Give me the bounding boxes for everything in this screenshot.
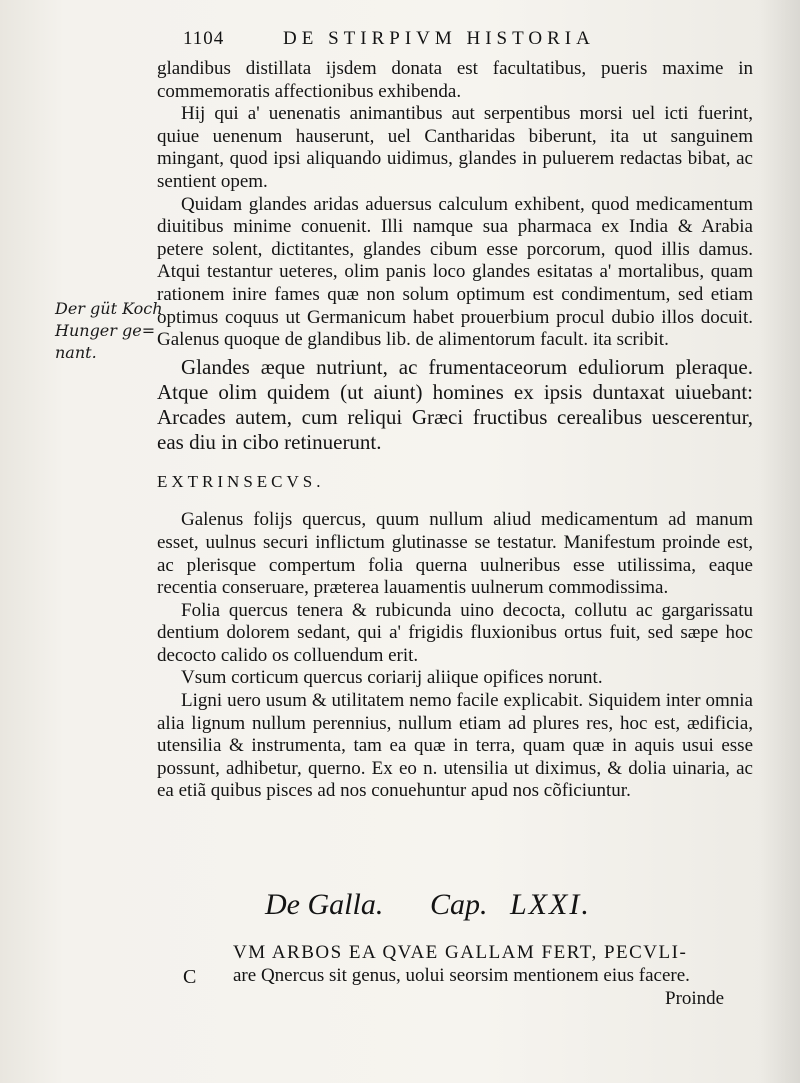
initial-letter: C <box>183 966 197 988</box>
galen-quotation: Glandes æque nutriunt, ac frumentaceorum eduliorum pleraque. Atque olim quidem (ut aiunt) homines ex ipsis duntaxat uiuebant: Arcades autem, cum reliqui Græci fructibus cerealibus uescerentur, eas diu in cibo retinuerunt. <box>157 354 753 454</box>
paragraph: Quidam glandes aridas aduersus calculum exhibent, quod medicamentum diuitibus minime conuenit. Illi namque sua pharmaca ex India & Arabia petere solent, dictitantes, glandes cibum esse porcorum, quod illis damus. Atqui testantur ueteres, olim panis loco glandes esitatas a' mortalibus, quam rationem inire fames quæ non solum optimum est condimentum, sed etiam optimus coquus ut Germanicum habet prouerbium procul dubio illos docuit. Galenus quoque de glandibus lib. de alimentorum facult. ita scribit. <box>157 193 753 351</box>
chapter-number: LXXI. <box>510 888 591 921</box>
opening-line: are Qnercus sit genus, uolui seorsim mentionem eius facere. <box>233 964 690 986</box>
paragraph: Vsum corticum quercus coriarij aliique opifices norunt. <box>181 667 603 689</box>
paragraph: Folia quercus tenera & rubicunda uino decocta, collutu ac gargarissatu dentium dolorem sedant, qui a' frigidis fluxionibus ortus fuit, sed sæpe hoc decocto calido os colluendum erit. <box>157 599 753 666</box>
chapter-opening-text <box>233 942 753 987</box>
paragraph: Hij qui a' uenenatis animantibus aut serpentibus morsi uel icti fuerint, quiue uenenum hauserunt, uel Cantharidas biberunt, ita ut sanguinem mingant, quod ipsi aliquando uidimus, glandes in puluerem redactas bibat, ac sentient opem. <box>157 103 753 192</box>
gutter-shadow <box>760 0 800 1083</box>
page-header <box>183 28 743 54</box>
section-heading: EXTRINSECVS. <box>157 471 325 491</box>
paragraph: Galenus folijs quercus, quum nullum aliud medicamentum ad manum esset, uulnus securi inflictum glutinasse se testatur. Manifestum proinde est, ac plerisque compertum folia querna uulneribus esse utilissima, eaque recentia conseruare, præterea lauamentis uulnerum commodissima. <box>157 509 753 599</box>
paragraph: glandibus distillata ijsdem donata est facultatibus, pueris maxime in commemoratis affectionibus exhibenda. <box>157 58 753 102</box>
margin-note <box>55 298 163 364</box>
margin-note-line: Hunger ge= <box>55 321 156 340</box>
chapter-label: Cap. <box>430 888 488 921</box>
margin-note-line: Der güt Koch <box>55 299 163 318</box>
body-text <box>157 58 753 803</box>
page-number: 1104 <box>183 28 225 49</box>
paragraph: Ligni uero usum & utilitatem nemo facile explicabit. Siquidem inter omnia alia lignum nullum perennius, nullum etiam ad plures res, hoc est, ædificia, utensilia & instrumenta, tam ea quæ in terra, quam quæ in aquis usui esse possunt, adhibetur, querno. Ex eo n. utensilia ut diximus, & dolia uinaria, ac ea etiã quibus pisces ad nos conuehuntur apud nos cõficiuntur. <box>157 690 753 802</box>
margin-note-line: nant. <box>55 343 97 362</box>
opening-line: VM ARBOS EA QVAE GALLAM FERT, PECVLI- <box>233 942 688 963</box>
chapter-title: De Galla. <box>265 888 384 921</box>
catchword: Proinde <box>665 988 725 1009</box>
chapter-heading <box>265 888 665 928</box>
running-title: DE STIRPIVM HISTORIA <box>283 28 595 49</box>
